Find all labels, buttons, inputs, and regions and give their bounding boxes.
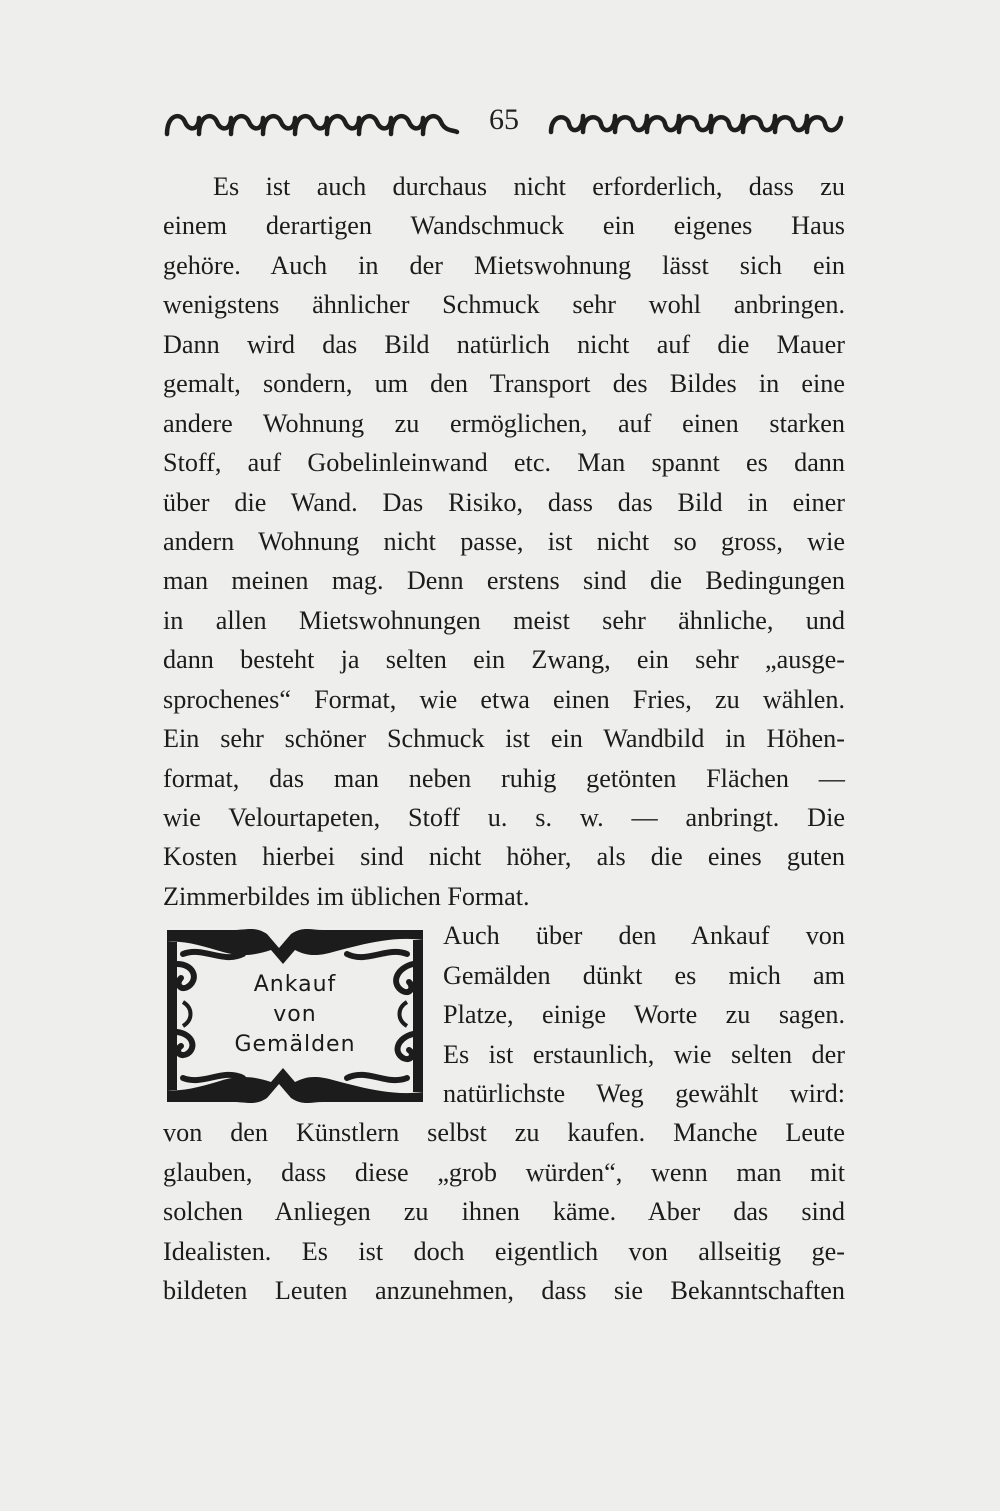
text-line: Auch über den Ankauf von [443, 921, 845, 951]
text-line: in allen Mietswohnungen meist sehr ähnliche, und [163, 605, 845, 635]
text-line: gehöre. Auch in der Mietswohnung lässt sich ein [163, 250, 845, 280]
text-line: natürlichste Weg gewählt wird: [443, 1079, 845, 1109]
text-line: andere Wohnung zu ermöglichen, auf einen starken [163, 408, 845, 438]
text-line: glauben, dass diese „grob würden“, wenn man mit [163, 1157, 845, 1187]
marginal-heading-vignette [163, 924, 427, 1108]
text-line: dann besteht ja selten ein Zwang, ein sehr „ausge- [163, 645, 845, 675]
page-number: 65 [489, 103, 519, 136]
vignette-wrap-area [163, 916, 845, 1113]
text-line: gemalt, sondern, um den Transport des Bildes in eine [163, 369, 845, 399]
vignette-line: von [273, 1002, 317, 1028]
text-line: Gemälden dünkt es mich am [443, 960, 845, 990]
text-line: Dann wird das Bild natürlich nicht auf die Mauer [163, 329, 845, 359]
text-line: Ein sehr schöner Schmuck ist ein Wandbild in Höhen- [163, 724, 845, 754]
text-line: man meinen mag. Denn erstens sind die Bedingungen [163, 566, 845, 596]
vine-border-left [163, 106, 463, 140]
text-line: andern Wohnung nicht passe, ist nicht so gross, wie [163, 526, 845, 556]
text-line: Idealisten. Es ist doch eigentlich von allseitig ge- [163, 1236, 845, 1266]
body-text [163, 167, 845, 1311]
vignette-line: Ankauf [253, 972, 337, 998]
text-line: Stoff, auf Gobelinleinwand etc. Man spannt es dann [163, 448, 845, 478]
text-line: Kosten hierbei sind nicht höher, als die eines guten [163, 842, 845, 872]
vine-border-right [545, 106, 845, 140]
text-line: Es ist erstaunlich, wie selten der [443, 1039, 845, 1069]
text-line: wie Velourtapeten, Stoff u. s. w. — anbringt. Die [163, 803, 845, 832]
text-line: Es ist auch durchaus nicht erforderlich, dass zu [213, 172, 845, 201]
text-line: einem derartigen Wandschmuck ein eigenes Haus [163, 211, 845, 241]
text-line: sprochenes“ Format, wie etwa einen Fries, zu wählen. [163, 684, 845, 714]
text-line: solchen Anliegen zu ihnen käme. Aber das sind [163, 1197, 845, 1227]
text-line: über die Wand. Das Risiko, dass das Bild in einer [163, 487, 845, 517]
page-header [163, 100, 845, 146]
text-line: Zimmerbildes im üblichen Format. [163, 881, 530, 911]
text-line: von den Künstlern selbst zu kaufen. Manche Leute [163, 1118, 845, 1148]
text-line: Platze, einige Worte zu sagen. [443, 1000, 845, 1030]
text-line: wenigstens ähnlicher Schmuck sehr wohl anbringen. [163, 290, 845, 320]
vignette-line: Gemälden [234, 1032, 356, 1058]
text-line: format, das man neben ruhig getönten Flächen — [163, 763, 845, 793]
vignette-heading [201, 970, 389, 1060]
text-line: bildeten Leuten anzunehmen, dass sie Bekanntschaften [163, 1276, 845, 1306]
